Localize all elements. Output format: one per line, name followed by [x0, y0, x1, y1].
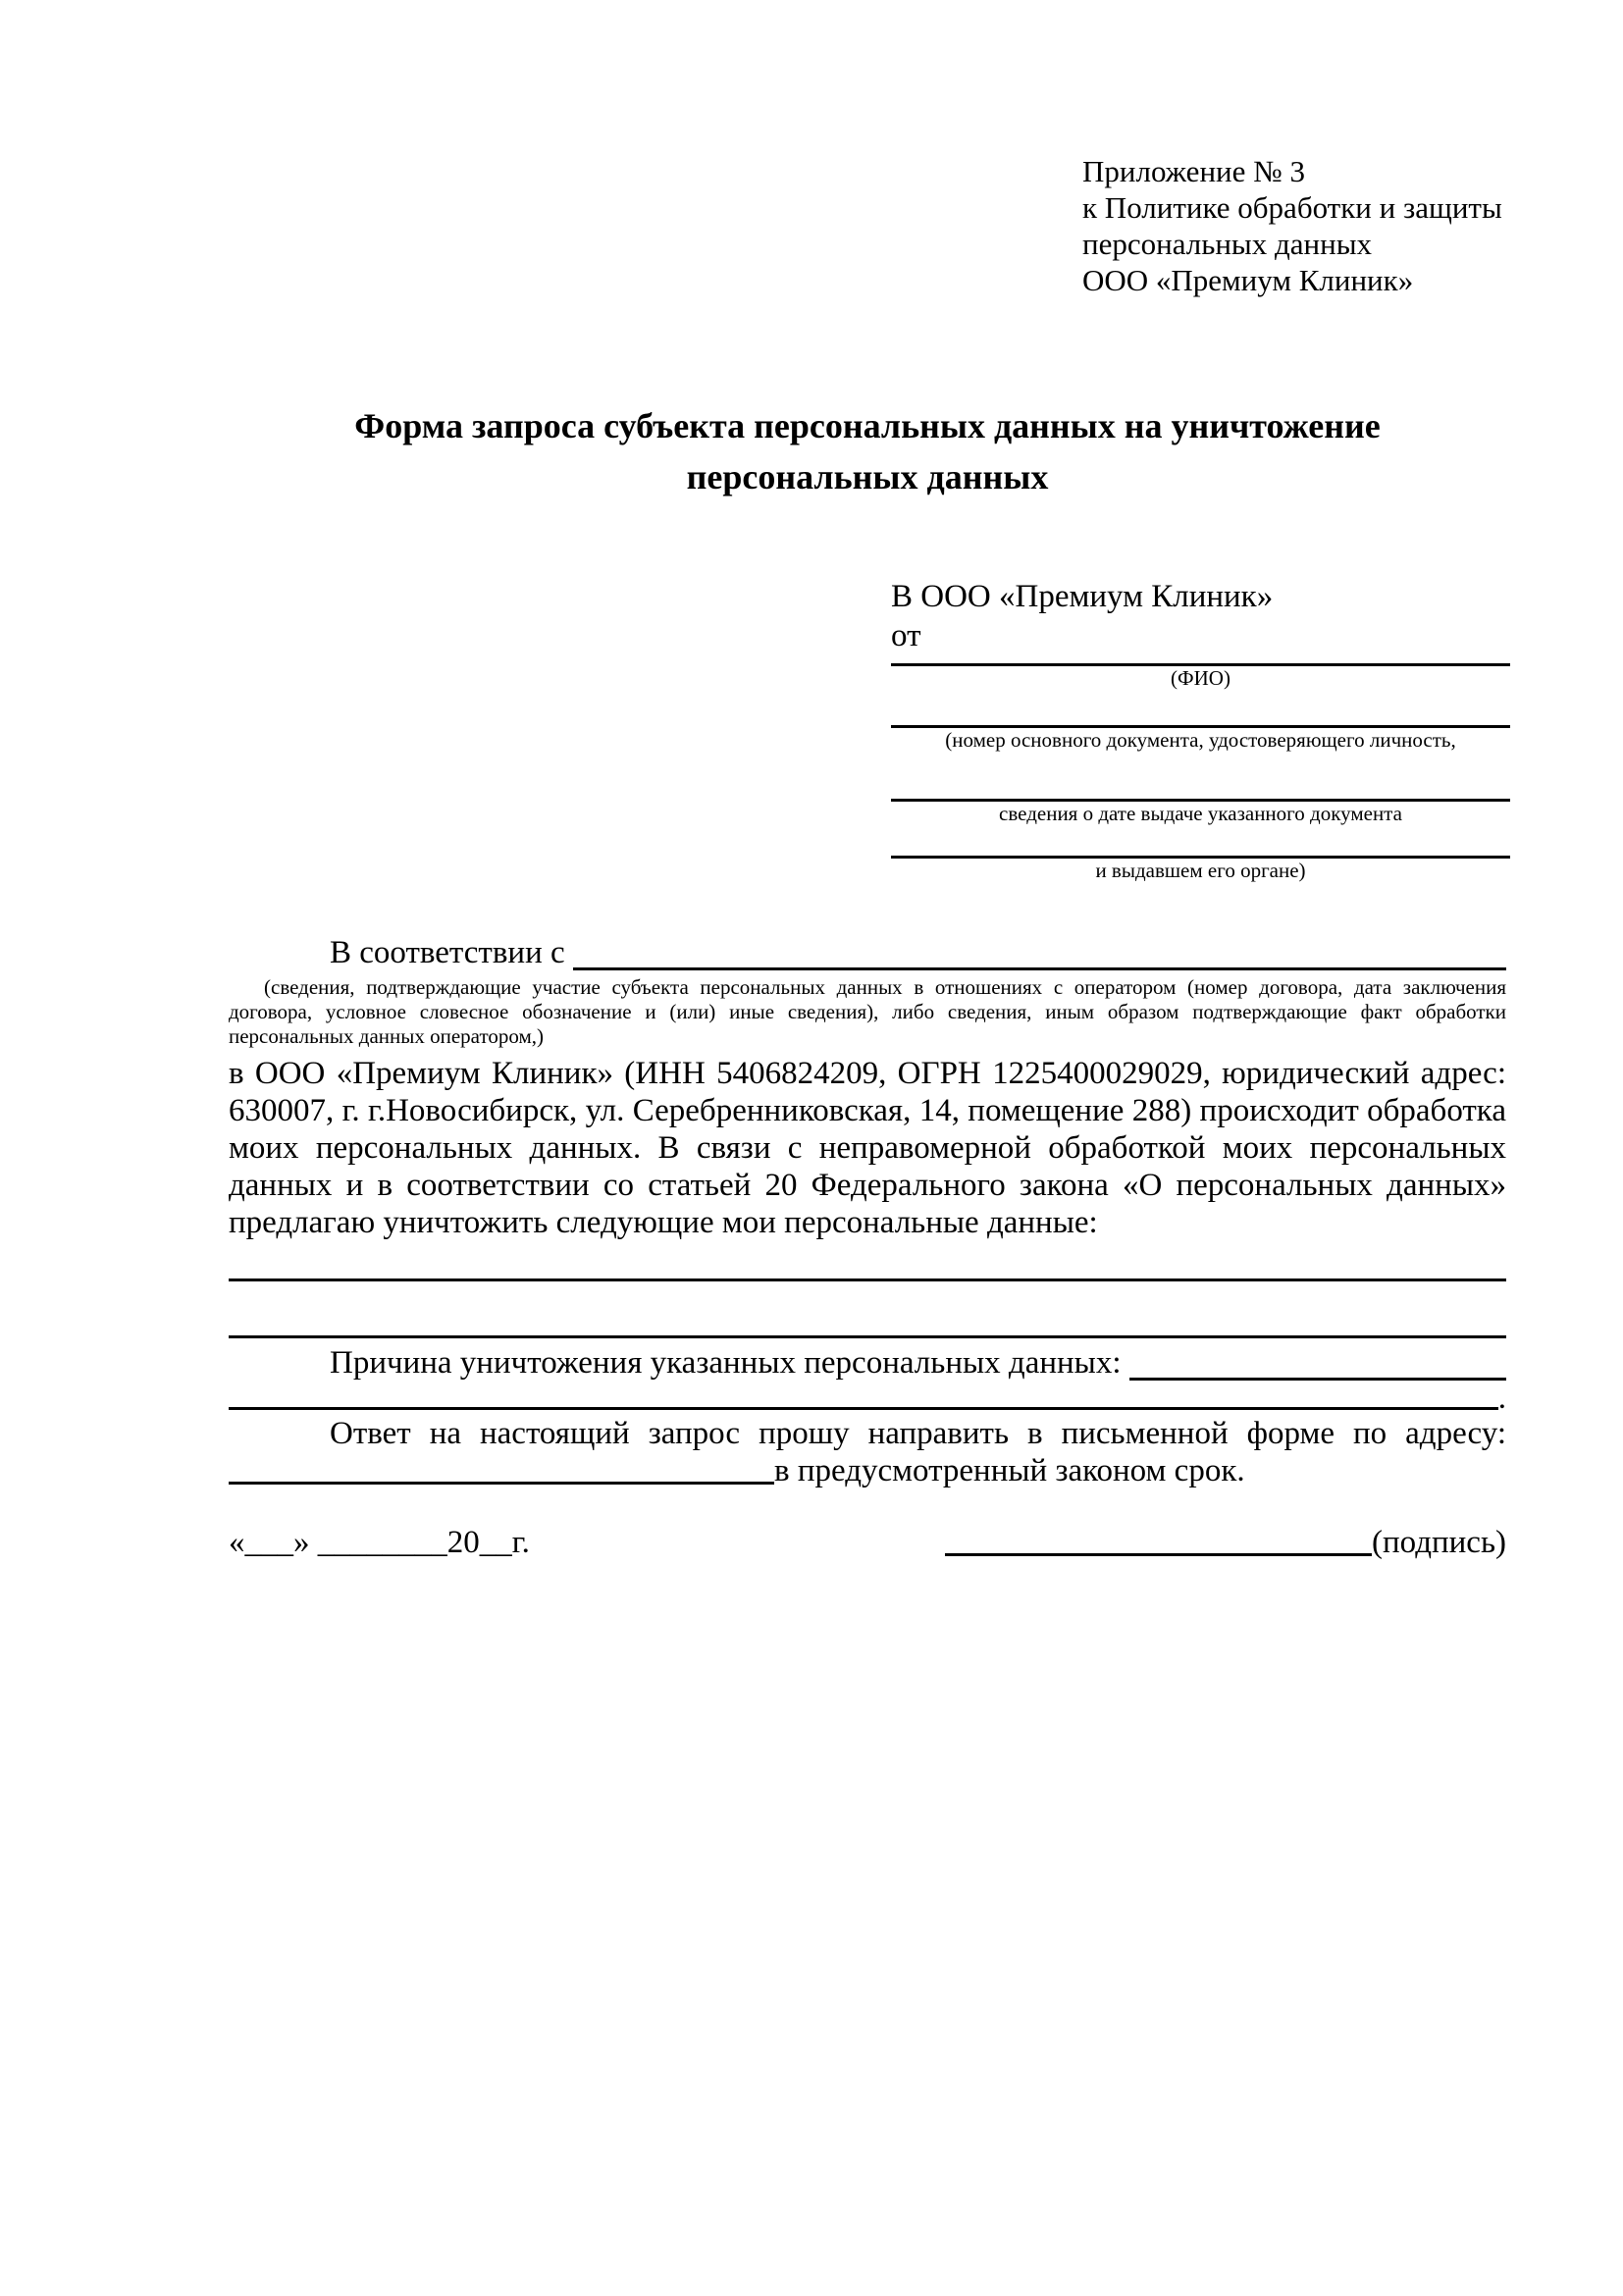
main-paragraph: в ООО «Премиум Клиник» (ИНН 5406824209, ОГРН 1225400029029, юридический адрес: 630007, г. г.Новосибирск, ул. Серебренниковская, 14, помещение 288) происходит обработка моих персональных данных. В связи с неправомерной обработкой моих персональных данных и в соответствии со статьей 20 Федерального закона «О персональных данных» предлагаю уничтожить следующие мои персональные данные: [229, 1056, 1506, 1240]
response-line: Ответ на настоящий запрос прошу направить в письменной форме по адресу: [330, 1416, 1506, 1451]
body-block [229, 934, 1506, 1489]
annex-line: ООО «Премиум Клиник» [1082, 263, 1414, 297]
annex-line: персональных данных [1082, 227, 1373, 261]
reason-fill-line [1129, 1344, 1506, 1381]
issuer-caption: и выдавшем его органе) [1095, 859, 1306, 882]
document-title-line: персональных данных [686, 457, 1049, 496]
accordance-fill-line [573, 934, 1506, 970]
issue-date-caption: сведения о дате выдаче указанного документа [999, 802, 1402, 825]
annex-line: к Политике обработки и защиты [1082, 190, 1502, 225]
addressee-block [891, 577, 1510, 883]
overflow-terminator: . [1497, 1381, 1506, 1416]
signature-caption: (подпись) [1372, 1525, 1506, 1560]
doc-number-fill-line [891, 691, 1510, 728]
document-title [229, 400, 1506, 502]
reason-label: Причина уничтожения указанных персональных данных: [330, 1345, 1122, 1381]
footer-row [229, 1523, 1506, 1562]
data-fill-line-1 [229, 1241, 1506, 1281]
accordance-row [229, 934, 1506, 975]
accordance-label: В соответствии с [330, 935, 565, 970]
reason-row [229, 1344, 1506, 1385]
signature-field [945, 1523, 1506, 1562]
fio-fill-line [891, 655, 1510, 666]
date-field: «___» ________20__г. [229, 1525, 530, 1560]
issuer-fill-line [891, 826, 1510, 859]
document-title-line: Форма запроса субъекта персональных данных на уничтожение [354, 406, 1381, 445]
data-fill-line-2 [229, 1281, 1506, 1338]
annex-line: Приложение № 3 [1082, 154, 1305, 188]
response-address-fill-line [229, 1452, 774, 1485]
issue-date-fill-line [891, 753, 1510, 802]
response-suffix: в предусмотренный законом срок. [774, 1453, 1245, 1488]
accordance-note: (сведения, подтверждающие участие субъекта персональных данных в отношениях с оператором (номер договора, дата заключения договора, условное словесное обозначение и (или) иные сведения), либо сведения, иным образом подтверждающие факт обработки персональных данных оператором,) [229, 975, 1506, 1048]
addressee-to: В ООО «Премиум Клиник» [891, 579, 1274, 614]
reason-overflow-row [229, 1381, 1506, 1416]
reason-overflow-fill-line [229, 1407, 1498, 1410]
doc-number-caption: (номер основного документа, удостоверяющего личность, [945, 728, 1456, 752]
annex-block [1082, 153, 1502, 298]
response-address-row [229, 1452, 1506, 1489]
addressee-from-label: от [891, 618, 921, 653]
signature-fill-line [945, 1523, 1372, 1556]
fio-caption: (ФИО) [1171, 666, 1230, 690]
